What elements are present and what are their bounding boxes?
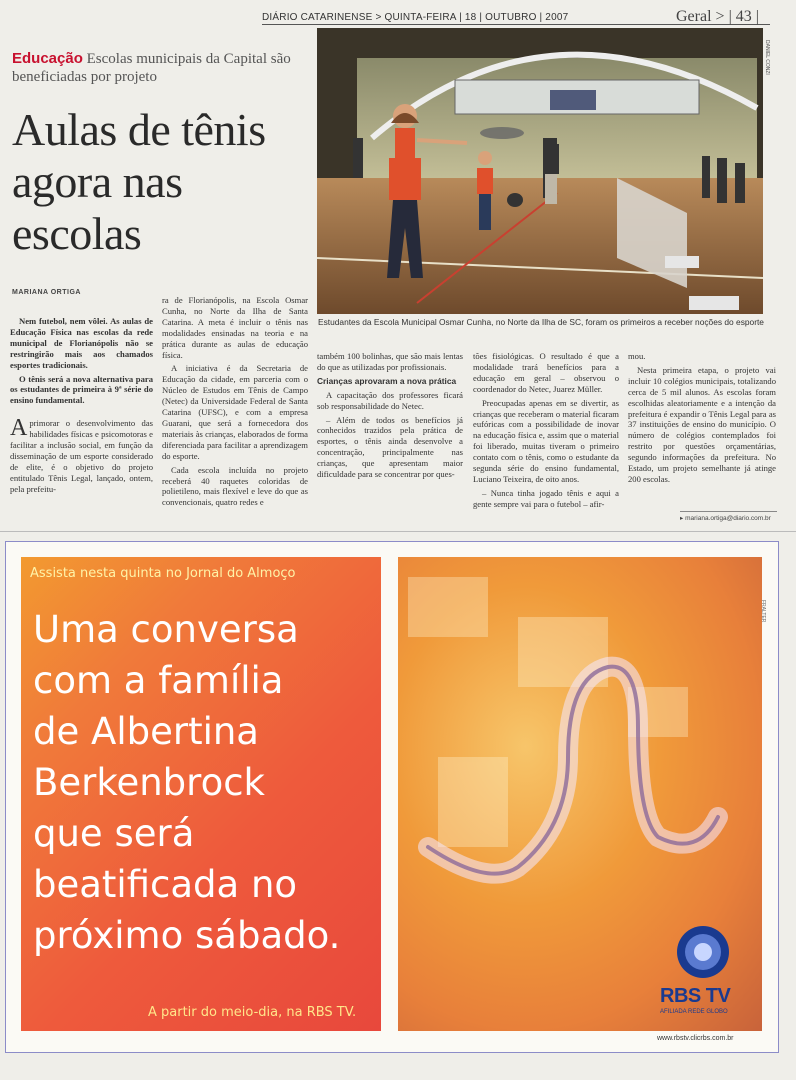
paragraph: Preocupadas apenas em se divertir, as crianças que receberam o material ficaram eufóricas com a possibilidade de inovar na educação física e, assim que o material foi liberado, muitas tiveram o primeiro contato com o tênis, como o estudante da segunda série do ensino fundamental, Luciano Teixeira, de oito anos. <box>473 397 619 484</box>
ad-headline-line: que será <box>33 812 195 855</box>
paragraph: mou. <box>628 351 646 361</box>
kicker-tag: Educação <box>12 50 83 67</box>
glass-ribbon-graphic <box>398 557 762 1031</box>
ad-headline <box>33 604 383 961</box>
ad-headline-line: Berkenbrock <box>33 761 265 804</box>
drop-cap: A <box>10 415 28 442</box>
page-number: 43 <box>735 8 752 25</box>
ad-headline-line: próximo sábado. <box>33 914 341 957</box>
section-tag: Geral > | 43 | <box>676 8 759 25</box>
paragraph: – Além de todos os benefícios já conhecidos trazidos pela prática de esportes, o tênis ainda desenvolve a concentração, principalmente nas crianças, que apresentam maior dificuldade para se concentrar por ques- <box>317 414 463 480</box>
email-rule <box>680 511 777 512</box>
article-column-2 <box>162 295 308 511</box>
article-column-3 <box>317 351 463 483</box>
rbs-logo-text: RBS TV <box>660 985 731 1007</box>
gym-tennis-photo <box>317 28 763 314</box>
article-column-1 <box>10 316 153 498</box>
paragraph: Nesta primeira etapa, o projeto vai incluir 10 colégios municipais, totalizando cerca de 5 mil alunos. As escolas foram escolhidas aleatoriamente e a intenção da prefeitura é expandir o Tênis Legal para as 37 instituições de ensino do município. O número de colégios contemplados foi restrito por questões orçamentárias, segundo informações da prefeitura. No Estado, um projeto semelhante já atinge 200 escolas. <box>628 364 776 484</box>
paragraph: A capacitação dos professores ficará sob responsabilidade do Netec. <box>317 389 463 411</box>
masthead: DIÁRIO CATARINENSE > QUINTA-FEIRA | 18 | OUTUBRO | 2007 <box>262 12 569 23</box>
byline: MARIANA ORTIGA <box>12 289 81 296</box>
article-divider <box>0 531 796 532</box>
paragraph: tões fisiológicas. O resultado é que a modalidade trará benefícios para a educação em geral – observou o coordenador do Netec, Juarez Müller. <box>473 351 619 394</box>
headline: Aulas de tênis agora nas escolas <box>12 104 266 259</box>
paragraph: ra de Florianópolis, na Escola Osmar Cunha, no Norte da Ilha de Santa Catarina. A meta é incluir o tênis nas modalidades ensinadas na teoria e na prática durante as aulas de educação física. <box>162 295 308 360</box>
ad-headline-line: Uma conversa <box>33 608 299 651</box>
paragraph: Aprimorar o desenvolvimento das habilidades físicas e psicomotoras e facilitar a inclusão social, em função da disseminação de um esporte considerado de elite, é o objetivo do projeto entitulado Tênis Legal, lançado, ontem, pela prefeitu- <box>10 415 153 494</box>
ad-headline-line: com a família <box>33 659 284 702</box>
ad-headline-line: beatificada no <box>33 863 298 906</box>
ad-image-panel <box>398 557 762 1031</box>
ad-url[interactable]: www.rbstv.clicrbs.com.br <box>657 1035 734 1042</box>
paragraph: Nem futebol, nem vôlei. As aulas de Educação Física nas escolas da rede municipal de Florianópolis não se restringirão mais aos chamados esportes tradicionais. <box>10 316 153 370</box>
article-photo <box>317 28 763 314</box>
paragraph: também 100 bolinhas, que são mais lentas do que as utilizadas por profissionais. <box>317 351 463 372</box>
paragraph: O tênis será a nova alternativa para os estudantes de primeira à 9ª série do ensino fundamental. <box>10 373 153 406</box>
author-email[interactable]: ▸ mariana.ortiga@diario.com.br <box>680 515 771 522</box>
kicker-text: Escolas municipais da Capital são beneficiadas por projeto <box>12 51 291 85</box>
paragraph: A iniciativa é da Secretaria de Educação da cidade, em parceria com o Núcleo de Estudos em Tênis de Campo (Netec) da Universidade Federal de Santa Catarina (UFSC), e com a empresa Guarani, que será a fornecedora dos materiais às crianças, elaborados de forma diferenciada para facilitar a aprendizagem do esporte. <box>162 363 308 461</box>
paragraph: – Nunca tinha jogado tênis e aqui a gente sempre vai para o futebol – afir- <box>473 487 619 509</box>
article-column-5 <box>628 351 776 488</box>
paragraph: Cada escola incluída no projeto receberá 40 raquetes coloridas de polietileno, mais flexível e leve do que as convencionais, quatro redes e <box>162 464 308 508</box>
ad-invite: Assista nesta quinta no Jornal do Almoço <box>30 566 296 581</box>
photo-caption: Estudantes da Escola Municipal Osmar Cunha, no Norte da Ilha de SC, foram os primeiros a receber noções do esporte <box>318 317 764 327</box>
section-name: Geral > <box>676 8 725 25</box>
photo-credit: DANIEL CONZI <box>764 40 770 75</box>
ad-headline-line: de Albertina <box>33 710 259 753</box>
ad-footer: A partir do meio-dia, na RBS TV. <box>148 1005 357 1020</box>
article-column-4 <box>473 351 619 513</box>
ad-credit: FRALTER <box>760 600 766 623</box>
subheading: Crianças aprovaram a nova prática <box>317 375 457 386</box>
rbs-affiliate: AFILIADA REDE GLOBO <box>660 1009 728 1015</box>
kicker <box>12 50 312 86</box>
